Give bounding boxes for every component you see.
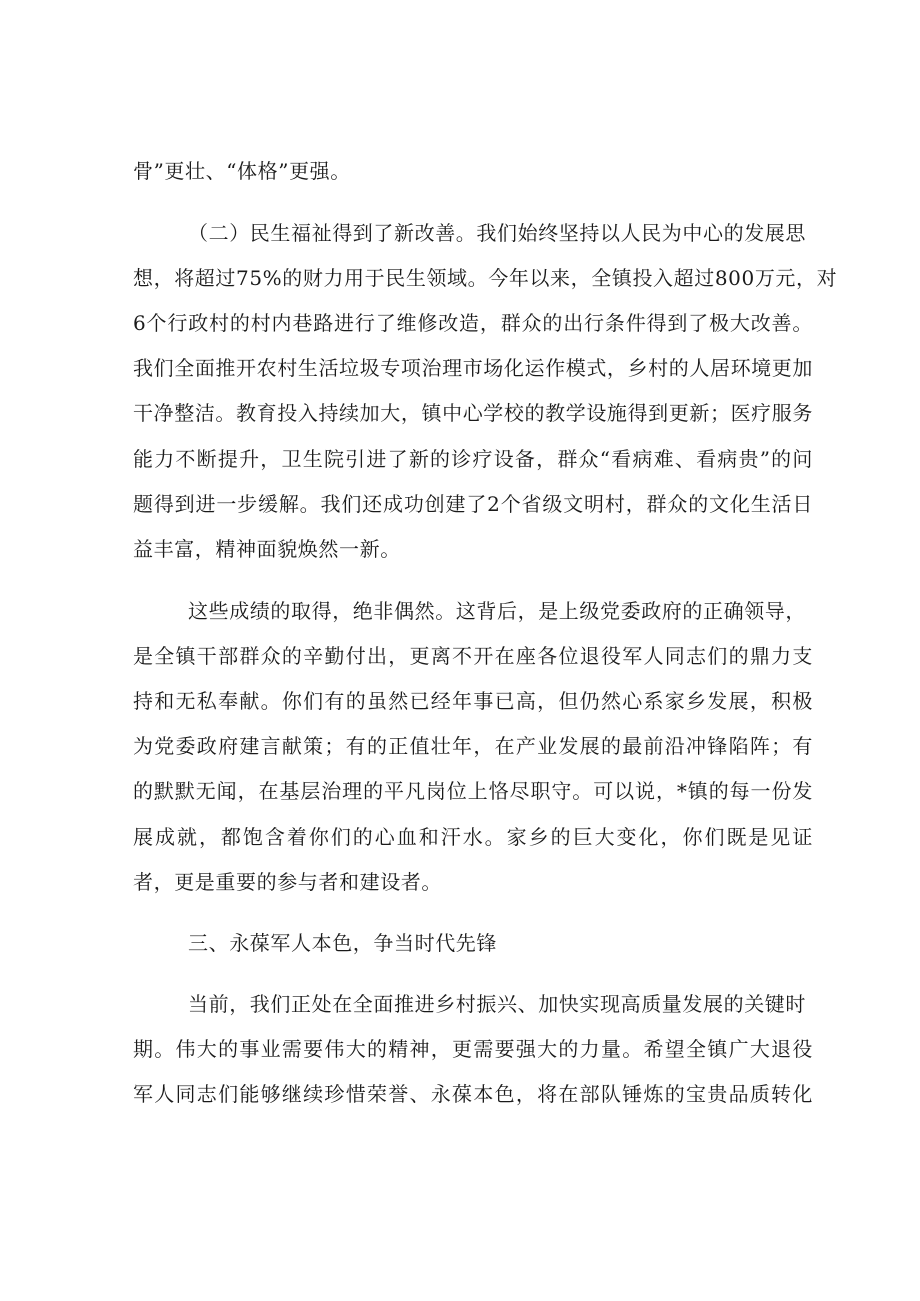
paragraph-line: 干净整洁。教育投入持续加大，镇中心学校的教学设施得到更新；医疗服务: [133, 401, 813, 425]
paragraph-line: 展成就，都饱含着你们的心血和汗水。家乡的巨大变化，你们既是见证: [133, 825, 813, 849]
paragraph-line: 我们全面推开农村生活垃圾专项治理市场化运作模式，乡村的人居环境更加: [133, 356, 813, 380]
paragraph-line: 6个行政村的村内巷路进行了维修改造，群众的出行条件得到了极大改善。: [133, 311, 813, 335]
paragraph-line: （二）民生福祉得到了新改善。我们始终坚持以人民为中心的发展思: [188, 221, 806, 245]
paragraph-line: 期。伟大的事业需要伟大的精神，更需要强大的力量。希望全镇广大退役: [133, 1037, 813, 1061]
paragraph-line: 军人同志们能够继续珍惜荣誉、永葆本色，将在部队锤炼的宝贵品质转化: [133, 1082, 813, 1106]
paragraph-line: 是全镇干部群众的辛勤付出，更离不开在座各位退役军人同志们的鼎力支: [133, 644, 813, 668]
paragraph-line: 者，更是重要的参与者和建设者。: [133, 870, 442, 894]
paragraph-line: 当前，我们正处在全面推进乡村振兴、加快实现高质量发展的关键时: [188, 992, 806, 1016]
paragraph-line: 想，将超过75%的财力用于民生领域。今年以来，全镇投入超过800万元，对: [133, 266, 838, 290]
paragraph-line: 的默默无闻，在基层治理的平凡岗位上恪尽职守。可以说，*镇的每一份发: [133, 779, 813, 803]
paragraph-line: 骨”更壮、“体格”更强。: [133, 159, 351, 183]
paragraph-line: 持和无私奉献。你们有的虽然已经年事已高，但仍然心系家乡发展，积极: [133, 689, 813, 713]
paragraph-line: 这些成绩的取得，绝非偶然。这背后，是上级党委政府的正确领导，: [188, 599, 806, 623]
paragraph-line: 题得到进一步缓解。我们还成功创建了2个省级文明村，群众的文化生活日: [133, 492, 813, 516]
paragraph-line: 能力不断提升，卫生院引进了新的诊疗设备，群众“看病难、看病贵”的问: [133, 447, 813, 471]
section-heading: 三、永葆军人本色，争当时代先锋: [188, 931, 497, 955]
paragraph-line: 为党委政府建言献策；有的正值壮年，在产业发展的最前沿冲锋陷阵；有: [133, 734, 813, 758]
paragraph-line: 益丰富，精神面貌焕然一新。: [133, 537, 401, 561]
